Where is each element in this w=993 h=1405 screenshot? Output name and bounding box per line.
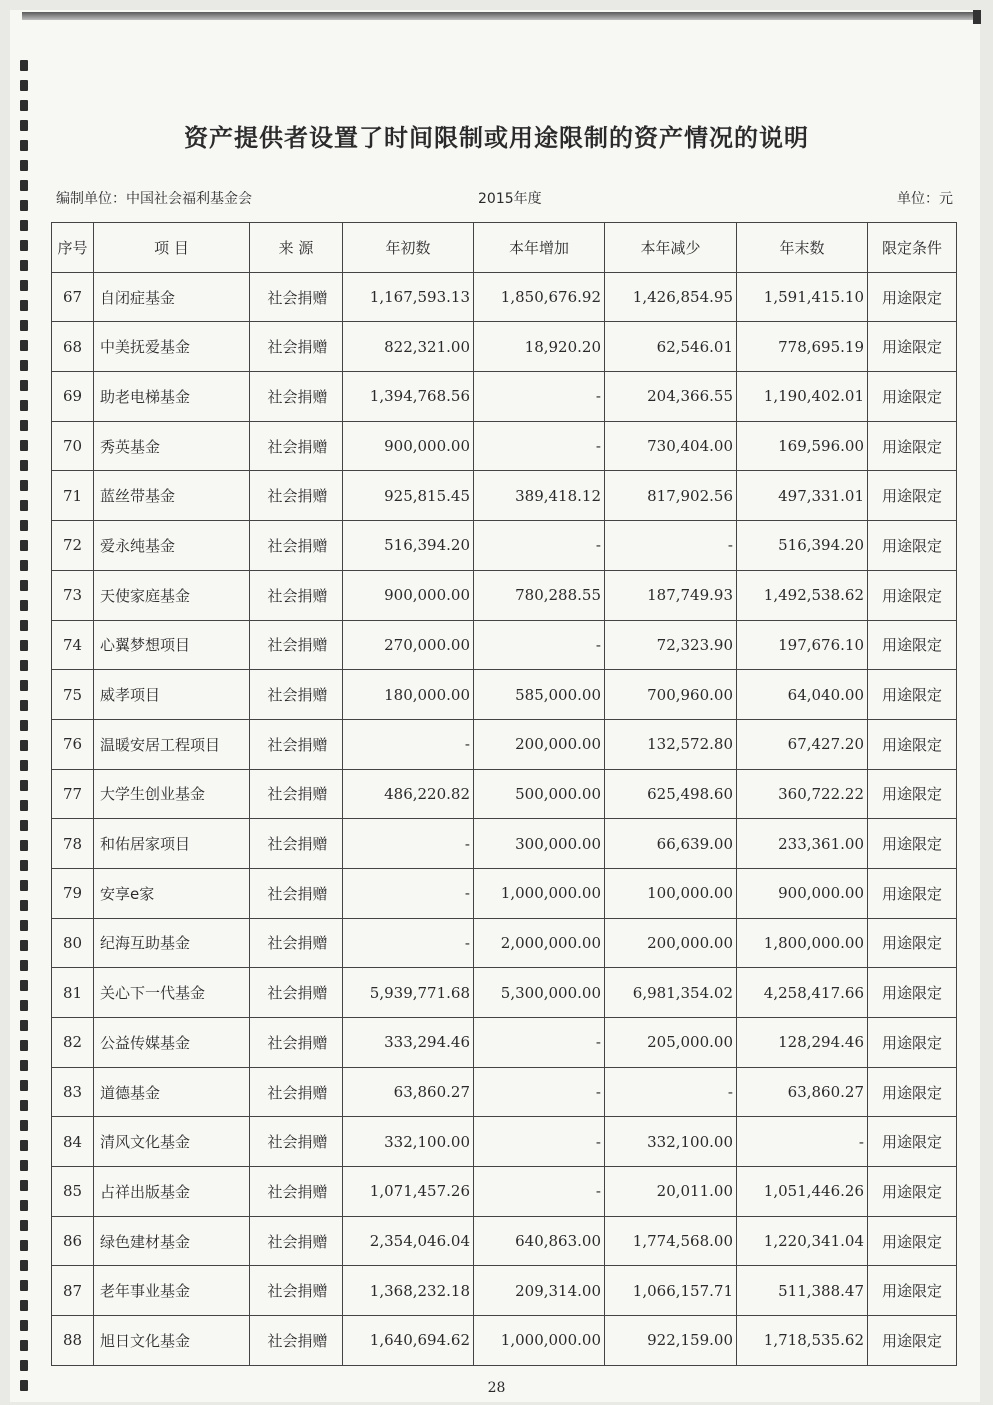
cell-increase-amount: - [474,1067,605,1117]
cell-item-name: 公益传媒基金 [94,1018,250,1068]
binding-hole [20,600,28,611]
cell-decrease-amount: 62,546.01 [605,322,737,372]
table-row [52,968,957,1018]
scan-top-edge-cap [973,10,981,24]
cell-item-name: 天使家庭基金 [94,570,250,620]
binding-hole [20,460,28,471]
binding-hole [20,1180,28,1191]
cell-item-name: 占祥出版基金 [94,1167,250,1217]
cell-condition: 用途限定 [868,1117,957,1167]
binding-hole [20,480,28,491]
binding-hole [20,700,28,711]
cell-source: 社会捐赠 [250,272,343,322]
binding-hole [20,1120,28,1131]
cell-begin-amount: 63,860.27 [343,1067,474,1117]
binding-hole [20,1040,28,1051]
cell-begin-amount: 516,394.20 [343,521,474,571]
cell-begin-amount: 180,000.00 [343,670,474,720]
binding-hole [20,160,28,171]
binding-hole [20,400,28,411]
cell-source: 社会捐赠 [250,719,343,769]
table-row [52,819,957,869]
table-row [52,1067,957,1117]
cell-end-amount: 497,331.01 [737,471,868,521]
cell-condition: 用途限定 [868,1167,957,1217]
binding-hole [20,360,28,371]
binding-hole [20,760,28,771]
cell-item-name: 温暖安居工程项目 [94,719,250,769]
cell-begin-amount: 270,000.00 [343,620,474,670]
binding-hole [20,660,28,671]
cell-seq: 88 [52,1316,94,1366]
header-seq: 序号 [52,223,94,273]
header-end: 年末数 [737,223,868,273]
cell-condition: 用途限定 [868,819,957,869]
cell-seq: 78 [52,819,94,869]
cell-decrease-amount: 817,902.56 [605,471,737,521]
cell-increase-amount: 18,920.20 [474,322,605,372]
table-row [52,421,957,471]
cell-decrease-amount: 332,100.00 [605,1117,737,1167]
cell-item-name: 大学生创业基金 [94,769,250,819]
cell-seq: 80 [52,918,94,968]
binding-hole [20,200,28,211]
cell-increase-amount: 780,288.55 [474,570,605,620]
cell-begin-amount: 900,000.00 [343,421,474,471]
cell-increase-amount: 2,000,000.00 [474,918,605,968]
cell-increase-amount: - [474,521,605,571]
cell-decrease-amount: 187,749.93 [605,570,737,620]
cell-increase-amount: - [474,372,605,422]
cell-item-name: 蓝丝带基金 [94,471,250,521]
table-row [52,272,957,322]
cell-decrease-amount: 200,000.00 [605,918,737,968]
cell-source: 社会捐赠 [250,1067,343,1117]
cell-seq: 73 [52,570,94,620]
cell-seq: 86 [52,1216,94,1266]
cell-seq: 82 [52,1018,94,1068]
cell-end-amount: 169,596.00 [737,421,868,471]
cell-seq: 77 [52,769,94,819]
cell-condition: 用途限定 [868,272,957,322]
cell-seq: 81 [52,968,94,1018]
cell-decrease-amount: 205,000.00 [605,1018,737,1068]
cell-source: 社会捐赠 [250,1018,343,1068]
binding-holes [20,60,38,1400]
binding-hole [20,1020,28,1031]
table-row [52,372,957,422]
scan-top-edge [22,12,977,20]
cell-item-name: 心翼梦想项目 [94,620,250,670]
cell-source: 社会捐赠 [250,1117,343,1167]
binding-hole [20,1340,28,1351]
cell-begin-amount: 1,394,768.56 [343,372,474,422]
binding-hole [20,680,28,691]
binding-hole [20,1300,28,1311]
binding-hole [20,1200,28,1211]
table-row [52,1117,957,1167]
cell-begin-amount: 5,939,771.68 [343,968,474,1018]
page-number: 28 [487,1380,506,1396]
cell-decrease-amount: 730,404.00 [605,421,737,471]
cell-seq: 85 [52,1167,94,1217]
cell-increase-amount: 200,000.00 [474,719,605,769]
cell-begin-amount: 486,220.82 [343,769,474,819]
cell-end-amount: 233,361.00 [737,819,868,869]
cell-decrease-amount: 922,159.00 [605,1316,737,1366]
cell-end-amount: 1,718,535.62 [737,1316,868,1366]
binding-hole [20,300,28,311]
cell-end-amount: 67,427.20 [737,719,868,769]
cell-source: 社会捐赠 [250,421,343,471]
binding-hole [20,320,28,331]
cell-seq: 72 [52,521,94,571]
cell-item-name: 安享e家 [94,868,250,918]
cell-item-name: 老年事业基金 [94,1266,250,1316]
cell-begin-amount: 1,640,694.62 [343,1316,474,1366]
cell-increase-amount: 1,000,000.00 [474,868,605,918]
cell-decrease-amount: 66,639.00 [605,819,737,869]
cell-decrease-amount: 72,323.90 [605,620,737,670]
binding-hole [20,1160,28,1171]
cell-source: 社会捐赠 [250,471,343,521]
binding-hole [20,560,28,571]
cell-seq: 74 [52,620,94,670]
cell-condition: 用途限定 [868,322,957,372]
page-title: 资产提供者设置了时间限制或用途限制的资产情况的说明 [184,124,809,152]
cell-end-amount: 1,492,538.62 [737,570,868,620]
cell-end-amount: 1,051,446.26 [737,1167,868,1217]
binding-hole [20,1360,28,1371]
binding-hole [20,1240,28,1251]
cell-source: 社会捐赠 [250,570,343,620]
cell-condition: 用途限定 [868,521,957,571]
binding-hole [20,280,28,291]
binding-hole [20,740,28,751]
cell-item-name: 秀英基金 [94,421,250,471]
cell-item-name: 旭日文化基金 [94,1316,250,1366]
cell-condition: 用途限定 [868,1018,957,1068]
binding-hole [20,1060,28,1071]
cell-condition: 用途限定 [868,570,957,620]
header-item: 项 目 [94,223,250,273]
table-row [52,521,957,571]
cell-decrease-amount: 204,366.55 [605,372,737,422]
binding-hole [20,380,28,391]
cell-decrease-amount: 132,572.80 [605,719,737,769]
cell-source: 社会捐赠 [250,322,343,372]
cell-end-amount: 4,258,417.66 [737,968,868,1018]
cell-end-amount: 360,722.22 [737,769,868,819]
cell-end-amount: 63,860.27 [737,1067,868,1117]
cell-seq: 67 [52,272,94,322]
cell-source: 社会捐赠 [250,968,343,1018]
binding-hole [20,80,28,91]
cell-seq: 69 [52,372,94,422]
cell-source: 社会捐赠 [250,918,343,968]
binding-hole [20,620,28,631]
cell-source: 社会捐赠 [250,372,343,422]
cell-source: 社会捐赠 [250,1167,343,1217]
table-row [52,322,957,372]
cell-seq: 79 [52,868,94,918]
header-condition: 限定条件 [868,223,957,273]
cell-condition: 用途限定 [868,918,957,968]
cell-increase-amount: 585,000.00 [474,670,605,720]
binding-hole [20,420,28,431]
binding-hole [20,1140,28,1151]
cell-begin-amount: 1,368,232.18 [343,1266,474,1316]
cell-begin-amount: 1,167,593.13 [343,272,474,322]
binding-hole [20,540,28,551]
cell-condition: 用途限定 [868,421,957,471]
table-row [52,570,957,620]
organization-label: 编制单位：中国社会福利基金会 [56,191,252,207]
cell-source: 社会捐赠 [250,620,343,670]
table-row [52,1018,957,1068]
cell-item-name: 清风文化基金 [94,1117,250,1167]
cell-decrease-amount: 1,426,854.95 [605,272,737,322]
cell-increase-amount: 500,000.00 [474,769,605,819]
cell-source: 社会捐赠 [250,769,343,819]
cell-item-name: 爱永纯基金 [94,521,250,571]
cell-source: 社会捐赠 [250,521,343,571]
table-row [52,471,957,521]
binding-hole [20,840,28,851]
cell-item-name: 助老电梯基金 [94,372,250,422]
cell-decrease-amount: 625,498.60 [605,769,737,819]
cell-decrease-amount: 20,011.00 [605,1167,737,1217]
cell-end-amount: 1,190,402.01 [737,372,868,422]
cell-decrease-amount: 700,960.00 [605,670,737,720]
cell-end-amount: 516,394.20 [737,521,868,571]
cell-source: 社会捐赠 [250,670,343,720]
cell-end-amount: 1,800,000.00 [737,918,868,968]
cell-end-amount: 128,294.46 [737,1018,868,1068]
cell-item-name: 威孝项目 [94,670,250,720]
binding-hole [20,100,28,111]
cell-condition: 用途限定 [868,372,957,422]
cell-increase-amount: - [474,620,605,670]
restricted-assets-table [51,222,957,1366]
cell-increase-amount: - [474,1117,605,1167]
unit-label: 单位：元 [897,191,953,207]
binding-hole [20,780,28,791]
cell-begin-amount: 332,100.00 [343,1117,474,1167]
header-increase: 本年增加 [474,223,605,273]
binding-hole [20,640,28,651]
cell-decrease-amount: - [605,1067,737,1117]
year-label: 2015年度 [478,191,542,207]
cell-increase-amount: 300,000.00 [474,819,605,869]
header-decrease: 本年减少 [605,223,737,273]
cell-increase-amount: 1,850,676.92 [474,272,605,322]
binding-hole [20,720,28,731]
table-row [52,918,957,968]
cell-seq: 87 [52,1266,94,1316]
binding-hole [20,500,28,511]
cell-condition: 用途限定 [868,1067,957,1117]
binding-hole [20,960,28,971]
table-row [52,719,957,769]
binding-hole [20,1220,28,1231]
binding-hole [20,520,28,531]
binding-hole [20,580,28,591]
binding-hole [20,60,28,71]
cell-end-amount: - [737,1117,868,1167]
cell-condition: 用途限定 [868,1216,957,1266]
cell-decrease-amount: - [605,521,737,571]
binding-hole [20,1100,28,1111]
cell-increase-amount: - [474,1167,605,1217]
cell-condition: 用途限定 [868,471,957,521]
table-row [52,1167,957,1217]
cell-increase-amount: 5,300,000.00 [474,968,605,1018]
cell-increase-amount: 640,863.00 [474,1216,605,1266]
binding-hole [20,880,28,891]
cell-increase-amount: 1,000,000.00 [474,1316,605,1366]
cell-seq: 68 [52,322,94,372]
binding-hole [20,340,28,351]
cell-item-name: 和佑居家项目 [94,819,250,869]
cell-decrease-amount: 6,981,354.02 [605,968,737,1018]
cell-item-name: 纪海互助基金 [94,918,250,968]
binding-hole [20,1320,28,1331]
cell-seq: 71 [52,471,94,521]
cell-condition: 用途限定 [868,868,957,918]
binding-hole [20,800,28,811]
cell-source: 社会捐赠 [250,868,343,918]
binding-hole [20,1000,28,1011]
cell-decrease-amount: 1,774,568.00 [605,1216,737,1266]
cell-seq: 75 [52,670,94,720]
cell-source: 社会捐赠 [250,1216,343,1266]
cell-source: 社会捐赠 [250,819,343,869]
cell-end-amount: 778,695.19 [737,322,868,372]
cell-begin-amount: - [343,918,474,968]
cell-begin-amount: 900,000.00 [343,570,474,620]
table-row [52,1216,957,1266]
cell-begin-amount: 822,321.00 [343,322,474,372]
binding-hole [20,180,28,191]
cell-end-amount: 197,676.10 [737,620,868,670]
cell-increase-amount: 389,418.12 [474,471,605,521]
cell-source: 社会捐赠 [250,1266,343,1316]
binding-hole [20,820,28,831]
binding-hole [20,220,28,231]
cell-increase-amount: 209,314.00 [474,1266,605,1316]
table-header-row [52,223,957,273]
cell-increase-amount: - [474,421,605,471]
binding-hole [20,240,28,251]
cell-seq: 70 [52,421,94,471]
cell-seq: 84 [52,1117,94,1167]
binding-hole [20,980,28,991]
cell-item-name: 自闭症基金 [94,272,250,322]
binding-hole [20,940,28,951]
cell-begin-amount: - [343,819,474,869]
cell-begin-amount: 1,071,457.26 [343,1167,474,1217]
cell-begin-amount: 333,294.46 [343,1018,474,1068]
cell-end-amount: 1,220,341.04 [737,1216,868,1266]
cell-decrease-amount: 100,000.00 [605,868,737,918]
cell-begin-amount: - [343,868,474,918]
table-row [52,868,957,918]
binding-hole [20,260,28,271]
table-row [52,670,957,720]
binding-hole [20,920,28,931]
binding-hole [20,900,28,911]
cell-item-name: 绿色建材基金 [94,1216,250,1266]
cell-end-amount: 511,388.47 [737,1266,868,1316]
cell-item-name: 中美抚爱基金 [94,322,250,372]
table-row [52,1316,957,1366]
cell-item-name: 关心下一代基金 [94,968,250,1018]
cell-end-amount: 64,040.00 [737,670,868,720]
cell-seq: 83 [52,1067,94,1117]
binding-hole [20,1280,28,1291]
cell-begin-amount: 925,815.45 [343,471,474,521]
cell-item-name: 道德基金 [94,1067,250,1117]
cell-condition: 用途限定 [868,620,957,670]
cell-condition: 用途限定 [868,719,957,769]
table-row [52,1266,957,1316]
cell-condition: 用途限定 [868,1316,957,1366]
cell-source: 社会捐赠 [250,1316,343,1366]
cell-condition: 用途限定 [868,670,957,720]
cell-decrease-amount: 1,066,157.71 [605,1266,737,1316]
header-source: 来 源 [250,223,343,273]
header-begin: 年初数 [343,223,474,273]
cell-condition: 用途限定 [868,1266,957,1316]
cell-seq: 76 [52,719,94,769]
cell-increase-amount: - [474,1018,605,1068]
cell-end-amount: 1,591,415.10 [737,272,868,322]
cell-end-amount: 900,000.00 [737,868,868,918]
cell-begin-amount: - [343,719,474,769]
table-row [52,769,957,819]
cell-begin-amount: 2,354,046.04 [343,1216,474,1266]
binding-hole [20,1080,28,1091]
cell-condition: 用途限定 [868,968,957,1018]
cell-condition: 用途限定 [868,769,957,819]
binding-hole [20,860,28,871]
binding-hole [20,1260,28,1271]
table-row [52,620,957,670]
binding-hole [20,440,28,451]
